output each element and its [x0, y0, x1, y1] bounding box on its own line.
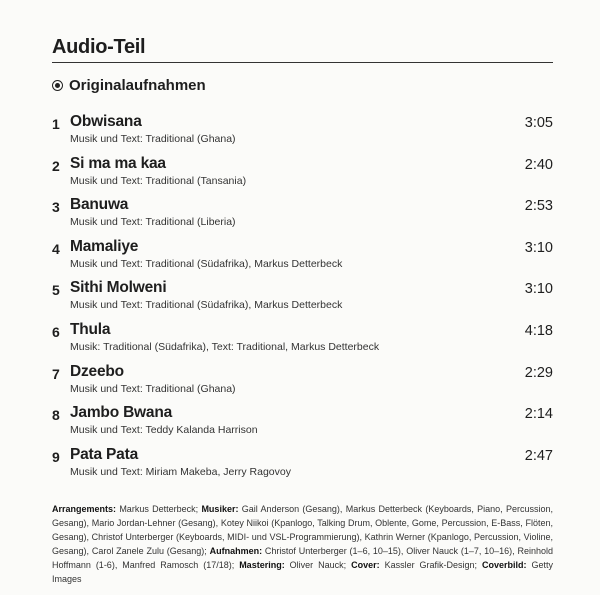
track-title: Mamaliye — [70, 237, 139, 255]
credit-label: Mastering: — [239, 560, 285, 570]
credit-label: Cover: — [351, 560, 380, 570]
credit-label: Musiker: — [201, 504, 239, 514]
track-row — [52, 195, 553, 237]
track-number: 2 — [52, 157, 60, 174]
credit-text: Christof Unterberger (1–6, 10–15), Oliver Nauck (1–7, 10–16), Reinhold Hoffmann (1-6), Manfred Ramosch (17/18); — [52, 546, 554, 570]
page-title: Audio-Teil — [52, 36, 146, 58]
track-credit: Musik und Text: Miriam Makeba, Jerry Ragovoy — [70, 465, 291, 478]
track-number: 6 — [52, 323, 60, 340]
track-number: 9 — [52, 448, 60, 465]
credit-text: Gail Anderson (Gesang), Markus Detterbeck (Keyboards, Piano, Percussion, Gesang), Mario Jordan-Lehner (Gesang), Kotey Niikoi (Kpanlogo, Talking Drum, Oblente, Gome, Percussion, E-Bass, Flöten, Gesang), Christof Unterberger (Keyboards, MIDI- und VSL-Programmierung), Kathrin Werner (Kpanlogo, Percussion, Violine, Gesang), Carol Zanele Zulu (Gesang); — [52, 504, 553, 556]
track-duration: 2:14 — [524, 406, 553, 423]
credit-text: Oliver Nauck; — [284, 560, 352, 570]
cd-icon — [52, 80, 63, 91]
track-row — [52, 154, 553, 196]
track-credit: Musik und Text: Traditional (Ghana) — [70, 382, 236, 395]
track-title: Dzeebo — [70, 362, 124, 380]
credit-label: Aufnahmen: — [209, 546, 263, 556]
track-title: Si ma ma kaa — [70, 154, 166, 172]
credit-text: Getty Images — [52, 560, 553, 584]
track-credit: Musik und Text: Traditional (Ghana) — [70, 133, 236, 145]
track-duration: 4:18 — [524, 322, 553, 339]
track-credit: Musik: Traditional (Südafrika), Text: Traditional, Markus Detterbeck — [70, 340, 380, 353]
track-number: 3 — [52, 199, 60, 216]
credit-text: Kassler Grafik-Design; — [379, 560, 483, 570]
credits-footer — [52, 502, 553, 586]
track-number: 5 — [52, 282, 60, 299]
track-duration: 2:40 — [524, 156, 553, 173]
track-number: 8 — [52, 407, 60, 424]
track-title: Sithi Molweni — [70, 279, 167, 297]
title-divider — [52, 62, 553, 63]
track-duration: 3:05 — [524, 115, 553, 131]
track-row — [52, 403, 553, 445]
track-title: Pata Pata — [70, 445, 138, 463]
track-title: Jambo Bwana — [70, 404, 173, 422]
track-duration: 2:47 — [524, 447, 553, 464]
track-number: 1 — [52, 116, 60, 132]
track-row — [52, 445, 553, 487]
track-credit: Musik und Text: Teddy Kalanda Harrison — [70, 424, 258, 437]
track-title: Thula — [70, 320, 111, 338]
track-duration: 3:10 — [524, 239, 553, 256]
track-list — [52, 112, 553, 486]
section-title: Originalaufnahmen — [69, 77, 206, 94]
track-duration: 2:29 — [524, 364, 553, 381]
credit-label: Coverbild: — [482, 560, 527, 570]
section-heading — [52, 77, 206, 94]
track-row — [52, 320, 553, 362]
credit-label: Arrangements: — [52, 504, 117, 514]
credit-text: Markus Detterbeck; — [116, 504, 202, 514]
track-title: Banuwa — [70, 196, 129, 214]
track-title: Obwisana — [70, 113, 142, 130]
track-credit: Musik und Text: Traditional (Tansania) — [70, 174, 247, 187]
track-number: 7 — [52, 365, 60, 382]
track-credit: Musik und Text: Traditional (Liberia) — [70, 216, 236, 229]
track-number: 4 — [52, 240, 60, 257]
track-row — [52, 362, 553, 404]
track-duration: 3:10 — [524, 281, 553, 298]
track-row — [52, 278, 553, 320]
track-row — [52, 112, 553, 154]
track-row — [52, 237, 553, 279]
track-duration: 2:53 — [524, 198, 553, 215]
track-credit: Musik und Text: Traditional (Südafrika), Markus Detterbeck — [70, 257, 343, 270]
track-credit: Musik und Text: Traditional (Südafrika), Markus Detterbeck — [70, 299, 343, 312]
